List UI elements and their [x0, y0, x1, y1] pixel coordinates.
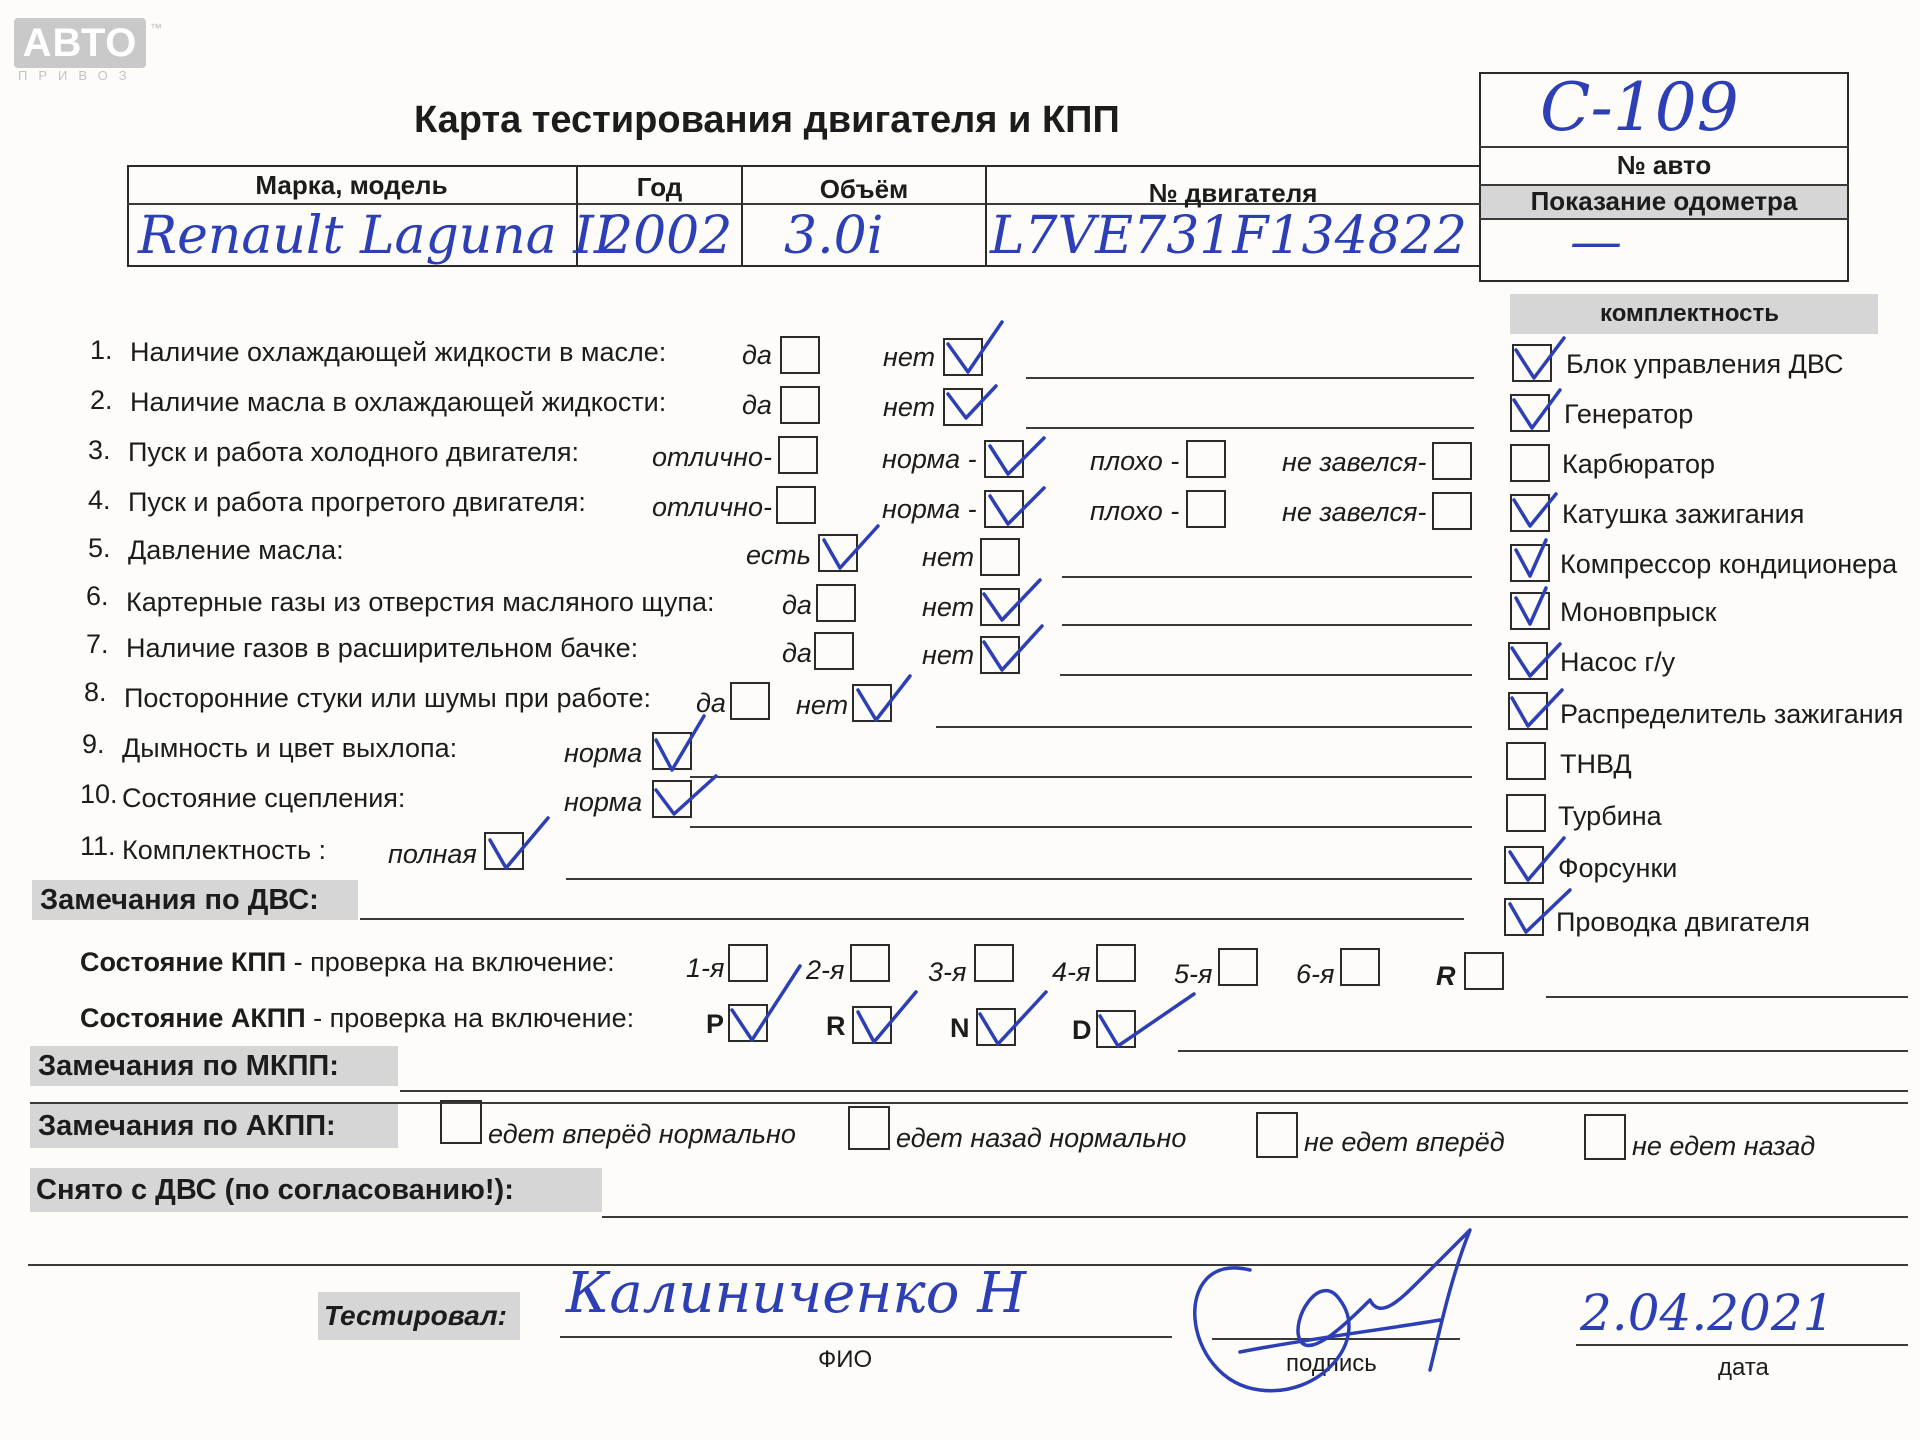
document-title: Карта тестирования двигателя и КПП: [414, 99, 1120, 141]
akpp-opt-label: едет вперёд нормально: [488, 1119, 796, 1149]
header-engine-no: № двигателя: [1148, 178, 1318, 208]
complete-item: Насос г/у: [1560, 647, 1676, 677]
akpp-mode-label: R: [826, 1011, 846, 1041]
checkmark: [1512, 644, 1560, 676]
complete-item: Турбина: [1558, 801, 1662, 831]
odometer-value: —: [1570, 212, 1622, 272]
value-volume: 3.0i: [784, 206, 884, 266]
check-opt-label: норма -: [882, 444, 977, 474]
complete-item: ТНВД: [1560, 749, 1632, 779]
akpp-opt-label: не едет назад: [1632, 1131, 1816, 1161]
checkmark: [1514, 390, 1560, 428]
check-num: 3.: [88, 435, 111, 465]
value-model: Renault Laguna II: [138, 206, 615, 266]
check-text: Состояние сцепления:: [122, 783, 406, 813]
akpp-remarks-label: Замечания по АКПП:: [38, 1110, 336, 1142]
complete-item: Распределитель зажигания: [1560, 699, 1904, 729]
checkmark: [1510, 890, 1570, 932]
check-opt-label: нет: [796, 690, 849, 720]
checkmark: [948, 322, 1002, 372]
check-text: Дымность и цвет выхлопа:: [122, 733, 458, 763]
check-num: 6.: [86, 581, 109, 611]
signature-underline: [1240, 1320, 1440, 1352]
gear-label: 2-я: [806, 955, 845, 985]
check-text: Давление масла:: [128, 535, 344, 565]
checkmark: [732, 966, 800, 1040]
avto-privoz-logo: АВТО: [14, 18, 146, 68]
fio-label: ФИО: [818, 1346, 873, 1373]
checkmark: [1510, 838, 1564, 880]
check-opt-label: плохо -: [1090, 446, 1180, 476]
checkmark: [984, 626, 1042, 670]
checkmark: [1514, 494, 1556, 526]
check-opt-label: отлично-: [652, 442, 772, 472]
complete-item: Форсунки: [1558, 853, 1678, 883]
akpp-mode-label: N: [950, 1013, 970, 1043]
check-opt-label: не завелся-: [1282, 497, 1427, 527]
check-text: Комплектность :: [122, 835, 327, 865]
check-opt-label: да: [742, 340, 772, 370]
check-num: 5.: [88, 533, 111, 563]
check-opt-label: норма -: [882, 494, 977, 524]
check-opt-label: нет: [883, 342, 936, 372]
checkmark: [1516, 588, 1546, 624]
check-opt-label: да: [782, 590, 812, 620]
check-num: 2.: [90, 385, 113, 415]
checkmark: [656, 716, 704, 770]
checkmark: [858, 992, 916, 1042]
check-num: 7.: [86, 629, 109, 659]
check-opt-label: полная: [388, 839, 477, 869]
car-number-label: № авто: [1616, 150, 1712, 180]
check-opt-label: отлично-: [652, 492, 772, 522]
akpp-mode-label: D: [1072, 1015, 1092, 1045]
complete-item: Катушка зажигания: [1562, 499, 1805, 529]
akpp-opt-label: не едет вперёд: [1304, 1127, 1505, 1157]
check-num: 9.: [82, 729, 105, 759]
check-opt-label: норма: [564, 787, 643, 817]
sign-label: подпись: [1286, 1350, 1377, 1377]
checkmark: [990, 488, 1044, 524]
logo-tm: ™: [150, 21, 162, 35]
checkmark: [980, 992, 1046, 1044]
complete-item: Карбюратор: [1562, 449, 1716, 479]
gear-label: 3-я: [928, 957, 967, 987]
check-text: Посторонние стуки или шумы при работе:: [124, 683, 651, 713]
date-value: 2.04.2021: [1580, 1284, 1835, 1342]
checkmark: [990, 438, 1044, 474]
check-opt-label: есть: [746, 540, 811, 570]
removed-label: Снято с ДВС (по согласованию!):: [36, 1174, 514, 1206]
check-opt-label: да: [782, 638, 812, 668]
check-opt-label: плохо -: [1090, 496, 1180, 526]
akpp-mode-label: P: [706, 1009, 725, 1039]
dvs-remarks-label: Замечания по ДВС:: [40, 884, 319, 916]
akpp-label: Состояние АКПП - проверка на включение:: [80, 1003, 635, 1033]
check-opt-label: норма: [564, 738, 643, 768]
date-label: дата: [1718, 1354, 1769, 1381]
check-num: 8.: [84, 677, 107, 707]
check-text: Пуск и работа прогретого двигателя:: [128, 487, 586, 517]
checkmark: [1100, 994, 1194, 1046]
tester-label: Тестировал:: [324, 1300, 507, 1331]
check-num: 4.: [88, 485, 111, 515]
gear-label: 6-я: [1296, 959, 1335, 989]
header-year: Год: [636, 172, 683, 202]
complete-item: Блок управления ДВС: [1566, 349, 1844, 379]
check-text: Картерные газы из отверстия масляного щупа:: [126, 587, 715, 617]
value-engine-no: L7VE731F134822: [990, 206, 1467, 266]
akpp-opt-label: едет назад нормально: [896, 1123, 1187, 1153]
car-number-value: С-109: [1540, 69, 1739, 146]
check-opt-label: да: [742, 390, 772, 420]
check-text: Наличие масла в охлаждающей жидкости:: [130, 387, 667, 417]
complete-item: Проводка двигателя: [1556, 907, 1810, 937]
complete-item: Генератор: [1564, 399, 1694, 429]
check-opt-label: нет: [922, 542, 975, 572]
checkmark: [1516, 540, 1546, 576]
check-num: 10.: [80, 779, 118, 809]
kpp-label: Состояние КПП - проверка на включение:: [80, 947, 615, 977]
complete-item: Моновпрыск: [1560, 597, 1717, 627]
checkmark: [948, 386, 996, 418]
check-opt-label: да: [696, 688, 726, 718]
tester-name: Калиниченко Н: [566, 1261, 1027, 1326]
check-num: 11.: [80, 831, 116, 861]
checkmark: [656, 776, 716, 814]
checkmark: [858, 676, 910, 720]
completeness-title: комплектность: [1600, 300, 1780, 327]
check-opt-label: нет: [883, 392, 936, 422]
check-text: Пуск и работа холодного двигателя:: [128, 437, 579, 467]
check-opt-label: нет: [922, 640, 975, 670]
header-model: Марка, модель: [255, 170, 448, 200]
header-volume: Объём: [819, 174, 909, 204]
odometer-label: Показание одометра: [1530, 186, 1798, 216]
check-num: 1.: [90, 335, 113, 365]
check-text: Наличие газов в расширительном бачке:: [126, 633, 639, 663]
gear-label: R: [1436, 961, 1456, 991]
checkmark: [490, 818, 548, 868]
check-text: Наличие охлаждающей жидкости в масле:: [130, 337, 667, 367]
gear-label: 5-я: [1174, 959, 1213, 989]
value-year: 2002: [600, 206, 733, 266]
checkmark: [824, 526, 878, 568]
checkmark: [1516, 338, 1564, 378]
checkmark: [984, 580, 1040, 620]
signature: [1195, 1230, 1470, 1391]
logo-sub: ПРИВОЗ: [18, 68, 138, 83]
gear-label: 1-я: [686, 953, 725, 983]
check-opt-label: не завелся-: [1282, 447, 1427, 477]
check-opt-label: нет: [922, 592, 975, 622]
checkmark: [1512, 690, 1562, 726]
mkpp-remarks-label: Замечания по МКПП:: [38, 1050, 339, 1082]
complete-item: Компрессор кондиционера: [1560, 549, 1898, 579]
gear-label: 4-я: [1052, 957, 1091, 987]
